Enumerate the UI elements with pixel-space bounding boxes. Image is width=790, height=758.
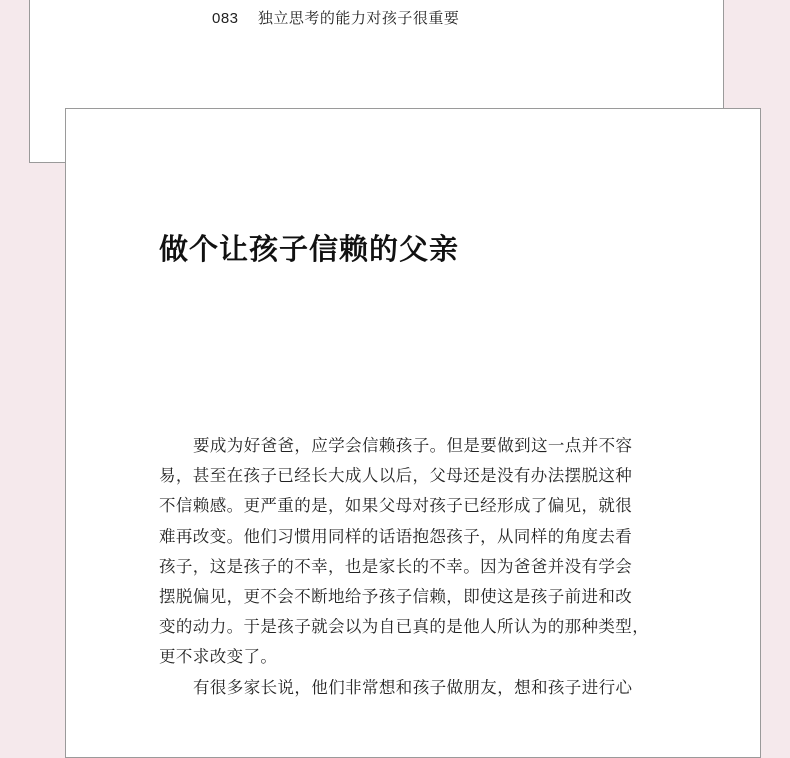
text-line: 摆脱偏见，更不会不断地给予孩子信赖，即使这是孩子前进和改 <box>159 587 633 607</box>
running-header <box>212 7 459 28</box>
text-line: 更不求改变了。 <box>159 647 278 667</box>
text-line: 有很多家长说，他们非常想和孩子做朋友，想和孩子进行心 <box>193 677 633 697</box>
chapter-title: 独立思考的能力对孩子很重要 <box>257 9 460 27</box>
text-line: 难再改变。他们习惯用同样的话语抱怨孩子，从同样的角度去看 <box>159 526 633 546</box>
text-line: 要成为好爸爸，应学会信赖孩子。但是要做到这一点并不容 <box>193 436 633 455</box>
text-line: 易，甚至在孩子已经长大成人以后，父母还是没有办法摆脱这种 <box>159 466 633 486</box>
text-line: 变的动力。于是孩子就会以为自已真的是他人所认为的那种类型， <box>159 617 650 637</box>
body-text <box>159 431 669 703</box>
section-title: 做个让孩子信赖的父亲 <box>159 232 460 266</box>
text-line: 孩子，这是孩子的不幸，也是家长的不幸。因为爸爸并没有学会 <box>159 556 633 576</box>
current-page <box>65 108 761 758</box>
text-line: 不信赖感。更严重的是，如果父母对孩子已经形成了偏见，就很 <box>159 496 633 516</box>
page-number: 083 <box>212 10 239 27</box>
